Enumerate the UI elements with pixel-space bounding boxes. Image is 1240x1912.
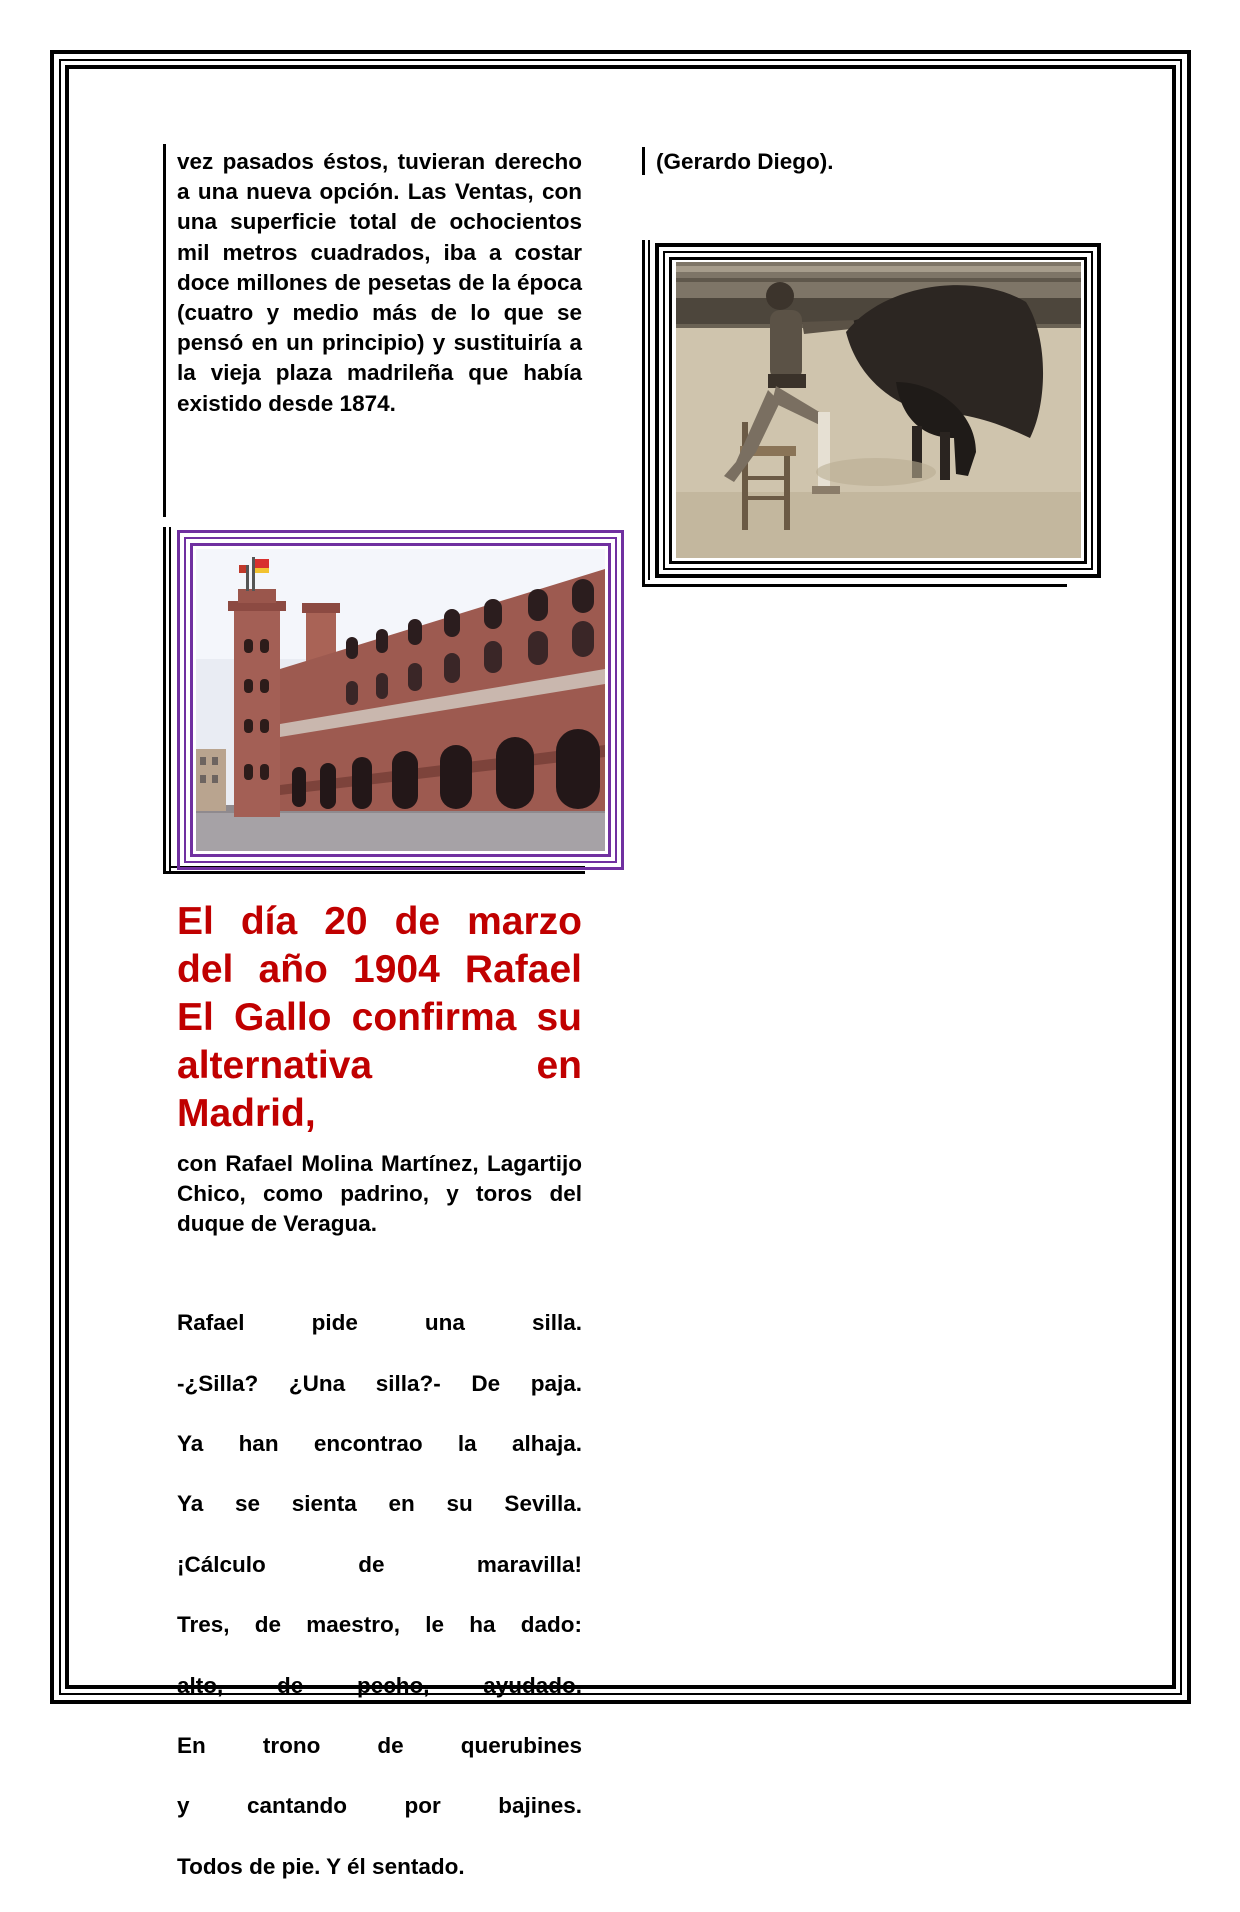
bull-photo-rule-left xyxy=(642,240,645,586)
poem-line: ¡Cálculo de maravilla! xyxy=(177,1551,582,1577)
bull-photo-rule-bottom xyxy=(642,584,1067,587)
poem xyxy=(177,1278,582,1912)
paragraph-padrino: con Rafael Molina Martínez, Lagartijo Chico, como padrino, y toros del duque de Veragua. xyxy=(177,1151,582,1237)
heading-text: El día 20 de marzo del año 1904 Rafael El Gallo confirma su alternativa en xyxy=(177,900,582,1087)
las-ventas-bullring-photo xyxy=(196,549,605,851)
poem-line: Ya han encontrao la alhaja. xyxy=(177,1431,582,1457)
bullfighter-seated-photo xyxy=(676,262,1081,558)
section-heading xyxy=(177,898,582,1138)
attribution-side-rule xyxy=(642,147,645,175)
poem-line: Todos de pie. Y él sentado. xyxy=(177,1853,465,1879)
photo-frame-rule-left-inner xyxy=(169,527,171,873)
attribution-gerardo-diego: (Gerardo Diego). xyxy=(656,149,834,174)
poem-line: Tres, de maestro, le ha dado: xyxy=(177,1612,582,1638)
poem-line: En trono de querubines xyxy=(177,1733,582,1759)
photo-frame-rule-left xyxy=(163,527,166,873)
paragraph-las-ventas: vez pasados éstos, tuvieran derecho a una nueva opción. Las Ventas, con una superficie total de ochocientos mil metros cuadrados, iba a costar doce millones de pesetas de la época (cuatro y medio más de lo que se pensó en un principio) y sustituiría a la vieja plaza madrileña que había existido desde 1874. xyxy=(177,149,582,416)
poem-line: Rafael pide una silla. xyxy=(177,1310,582,1336)
poem-line: y cantando por bajines. xyxy=(177,1793,582,1819)
bull-photo-rule-left-inner xyxy=(648,240,650,580)
paragraph-side-rule xyxy=(163,144,166,517)
poem-line: alto, de pecho, ayudado. xyxy=(177,1672,582,1698)
poem-line: Ya se sienta en su Sevilla. xyxy=(177,1491,582,1517)
heading-last-line: Madrid, xyxy=(177,1092,316,1135)
photo-frame-rule-bottom xyxy=(163,871,585,874)
poem-line: -¿Silla? ¿Una silla?- De paja. xyxy=(177,1370,582,1396)
